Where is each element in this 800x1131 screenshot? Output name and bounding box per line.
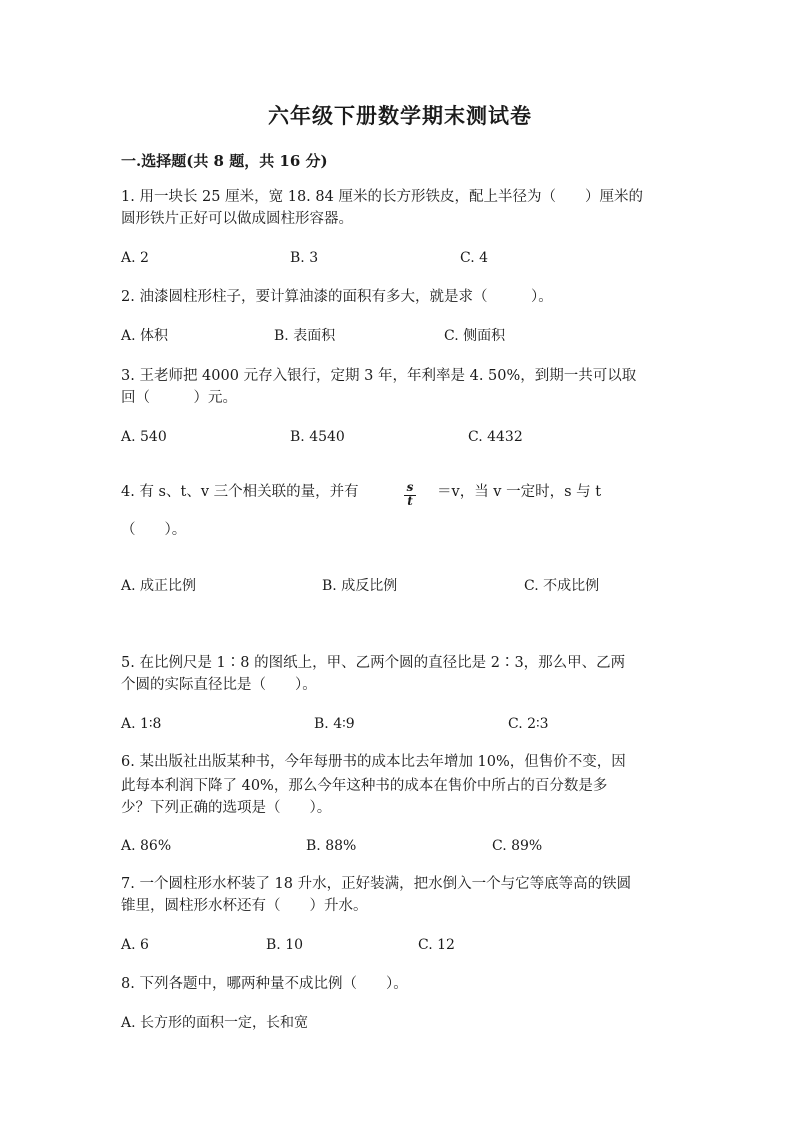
fraction-denominator: t (407, 494, 413, 508)
question-1-line-1: 1. 用一块长 25 厘米，宽 18. 84 厘米的长方形铁皮，配上半径为（ ）厘米的 (121, 189, 643, 205)
question-7-option-b: B. 10 (266, 937, 304, 953)
question-1-option-b: B. 3 (290, 250, 319, 266)
question-3-option-c: C. 4432 (468, 429, 523, 445)
question-6-option-a: A. 86% (121, 838, 172, 854)
section-heading: 一.选择题(共 8 题，共 16 分) (121, 152, 328, 170)
question-8-option-a: A. 长方形的面积一定，长和宽 (121, 1015, 309, 1031)
question-6-line-1: 6. 某出版社出版某种书，今年每册书的成本比去年增加 10%，但售价不变，因 (121, 754, 626, 770)
question-4-line-1-part-1: 4. 有 s、t、v 三个相关联的量，并有 (121, 484, 359, 500)
question-5-line-1: 5. 在比例尺是 1∶8 的图纸上，甲、乙两个圆的直径比是 2∶3，那么甲、乙两 (121, 655, 626, 671)
question-6-option-c: C. 89% (492, 838, 543, 854)
question-1-option-a: A. 2 (121, 250, 149, 266)
question-3-line-1: 3. 王老师把 4000 元存入银行，定期 3 年，年利率是 4. 50%，到期一共可以取 (121, 368, 637, 384)
question-3-option-a: A. 540 (121, 429, 167, 445)
question-4-line-1-part-2: ＝v，当 v 一定时，s 与 t (437, 484, 602, 500)
question-7-option-c: C. 12 (418, 937, 455, 953)
question-4-line-2: （ ）。 (121, 522, 187, 538)
question-7-option-a: A. 6 (121, 937, 149, 953)
question-5-option-a: A. 1∶8 (121, 716, 162, 732)
page-title: 六年级下册数学期末测试卷 (268, 103, 532, 128)
question-5-line-2: 个圆的实际直径比是（ ）。 (121, 677, 317, 693)
question-1-line-2: 圆形铁片正好可以做成圆柱形容器。 (121, 211, 353, 227)
question-5-option-b: B. 4∶9 (314, 716, 355, 732)
question-3-line-2: 回（ ）元。 (121, 390, 237, 406)
question-4-option-b: B. 成反比例 (322, 578, 398, 594)
question-5-option-c: C. 2∶3 (508, 716, 549, 732)
question-2-option-a: A. 体积 (121, 328, 169, 344)
question-6-line-2: 此每本利润下降了 40%，那么今年这种书的成本在售价中所占的百分数是多 (121, 778, 608, 794)
question-4-option-c: C. 不成比例 (524, 578, 600, 594)
question-3-option-b: B. 4540 (290, 429, 345, 445)
question-1-option-c: C. 4 (460, 250, 489, 266)
question-6-option-b: B. 88% (306, 838, 357, 854)
question-6-line-3: 少？下列正确的选项是（ ）。 (121, 800, 332, 816)
question-7-line-2: 锥里，圆柱形水杯还有（ ）升水。 (121, 898, 368, 914)
question-7-line-1: 7. 一个圆柱形水杯装了 18 升水，正好装满，把水倒入一个与它等底等高的铁圆 (121, 876, 632, 892)
fraction-numerator: s (406, 480, 414, 494)
question-2-option-c: C. 侧面积 (444, 328, 506, 344)
question-4-option-a: A. 成正比例 (121, 578, 197, 594)
question-2-option-b: B. 表面积 (274, 328, 336, 344)
question-2-line-1: 2. 油漆圆柱形柱子，要计算油漆的面积有多大，就是求（ ）。 (121, 289, 553, 305)
question-8-line-1: 8. 下列各题中，哪两种量不成比例（ ）。 (121, 976, 408, 992)
